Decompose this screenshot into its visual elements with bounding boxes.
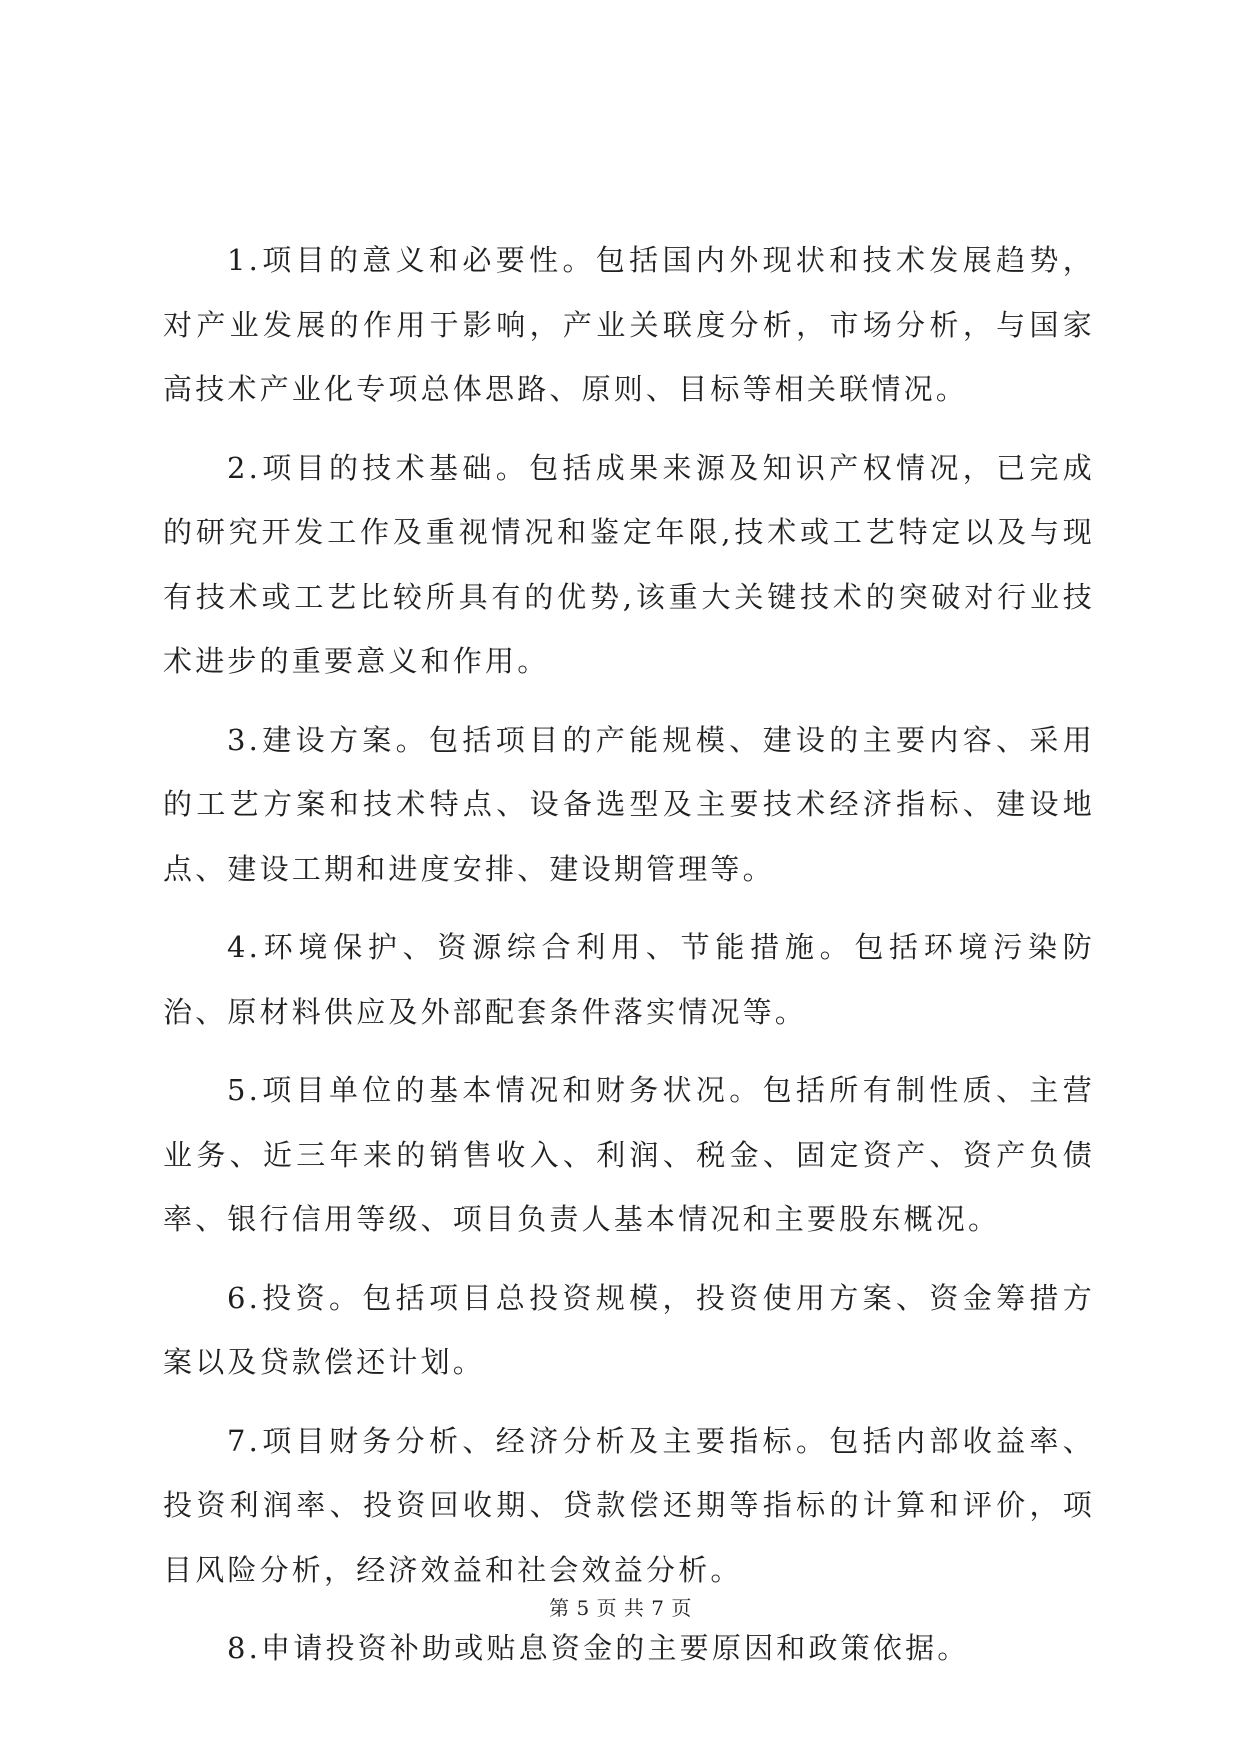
paragraph-3: 3.建设方案。包括项目的产能规模、建设的主要内容、采用的工艺方案和技术特点、设备选型及主要技术经济指标、建设地点、建设工期和进度安排、建设期管理等。 xyxy=(163,722,1095,886)
paragraph-2: 2.项目的技术基础。包括成果来源及知识产权情况，已完成的研究开发工作及重视情况和鉴定年限,技术或工艺特定以及与现有技术或工艺比较所具有的优势,该重大关键技术的突破对行业技术进步的重要意义和作用。 xyxy=(163,450,1095,678)
paragraph-4: 4.环境保护、资源综合利用、节能措施。包括环境污染防治、原材料供应及外部配套条件落实情况等。 xyxy=(163,930,1095,1029)
paragraph-7: 7.项目财务分析、经济分析及主要指标。包括内部收益率、投资利润率、投资回收期、贷款偿还期等指标的计算和评价，项目风险分析，经济效益和社会效益分析。 xyxy=(163,1423,1095,1587)
document-body xyxy=(163,228,1095,1695)
paragraph-5: 5.项目单位的基本情况和财务状况。包括所有制性质、主营业务、近三年来的销售收入、利润、税金、固定资产、资产负债率、银行信用等级、项目负责人基本情况和主要股东概况。 xyxy=(163,1073,1095,1236)
page-number-footer: 第 5 页 共 7 页 xyxy=(549,1596,692,1620)
paragraph-6: 6.投资。包括项目总投资规模，投资使用方案、资金筹措方案以及贷款偿还计划。 xyxy=(163,1280,1095,1379)
paragraph-8: 8.申请投资补助或贴息资金的主要原因和政策依据。 xyxy=(227,1631,970,1665)
paragraph-1: 1.项目的意义和必要性。包括国内外现状和技术发展趋势，对产业发展的作用于影响，产业关联度分析，市场分析，与国家高技术产业化专项总体思路、原则、目标等相关联情况。 xyxy=(163,243,1095,406)
